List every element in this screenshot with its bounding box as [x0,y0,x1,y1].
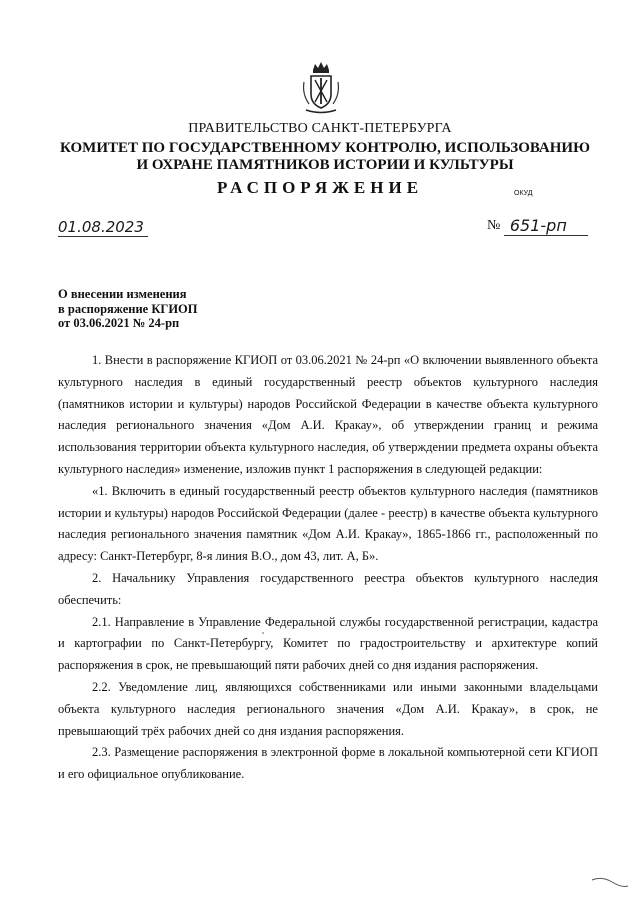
paragraph: 2.2. Уведомление лиц, являющихся собственниками или иными законными владельцами объекта культурного наследия регионального значения «Дом А.И. Кракау», в срок, не превышающий трёх рабочих дней со дня издания распоряжения. [58,679,598,738]
committee-title-line-1: КОМИТЕТ ПО ГОСУДАРСТВЕННОМУ КОНТРОЛЮ, ИСПОЛЬЗОВАНИЮ [60,140,590,156]
paragraph: 2. Начальнику Управления государственного реестра объектов культурного наследия обеспечить: [58,570,598,607]
committee-title-line-2: И ОХРАНЕ ПАМЯТНИКОВ ИСТОРИИ И КУЛЬТУРЫ [136,157,514,173]
paragraph: 2.1. Направление в Управление Федеральной службы государственной регистрации, кадастра и картографии по Санкт-Петербургу, Комитет по градостроительству и архитектуре копий распоряжения в срок, не превышающий пяти рабочих дней со дня издания распоряжения. [58,614,598,673]
document-type: РАСПОРЯЖЕНИЕ [216,178,424,197]
paragraph: 1. Внести в распоряжение КГИОП от 03.06.2021 № 24-рп «О включении выявленного объекта культурного наследия в единый государственный реестр объектов культурного наследия (памятников истории и культуры) народов Российской Федерации в качестве объекта культурного наследия регионального значения «Дом А.И. Кракау», об утверждении границ и режима использования территории объекта культурного наследия, об утверждении предмета охраны объекта культурного наследия» изменение, изложив пункт 1 распоряжения в следующей редакции: [58,353,598,476]
okud-label: ОКУД [514,190,533,197]
saint-petersburg-coat-of-arms-icon [300,60,342,116]
document-subject: О внесении изменения в распоряжение КГИОП от 03.06.2021 № 24-рп [58,287,198,330]
paragraph: «1. Включить в единый государственный реестр объектов культурного наследия (памятников истории и культуры) народов Российской Федерации (далее - реестр) в качестве объекта культурного наследия регионального значения памятник «Дом А.И. Кракау», 1865-1866 гг., расположенный по адресу: Санкт-Петербург, 8-я линия В.О., дом 43, лит. А, Б». [58,483,598,564]
document-body [58,350,598,786]
paragraph: 2.3. Размещение распоряжения в электронной форме в локальной компьютерной сети КГИОП и его официальное опубликование. [58,745,598,782]
document-date: 01.08.2023 [58,218,148,237]
document-number [487,216,588,236]
scan-mark-icon [590,874,630,890]
scan-speck [262,632,264,634]
number-value: 651-рп [504,217,588,236]
government-title: ПРАВИТЕЛЬСТВО САНКТ-ПЕТЕРБУРГА [188,121,452,136]
committee-title [60,140,590,174]
number-sign: № [487,218,501,233]
